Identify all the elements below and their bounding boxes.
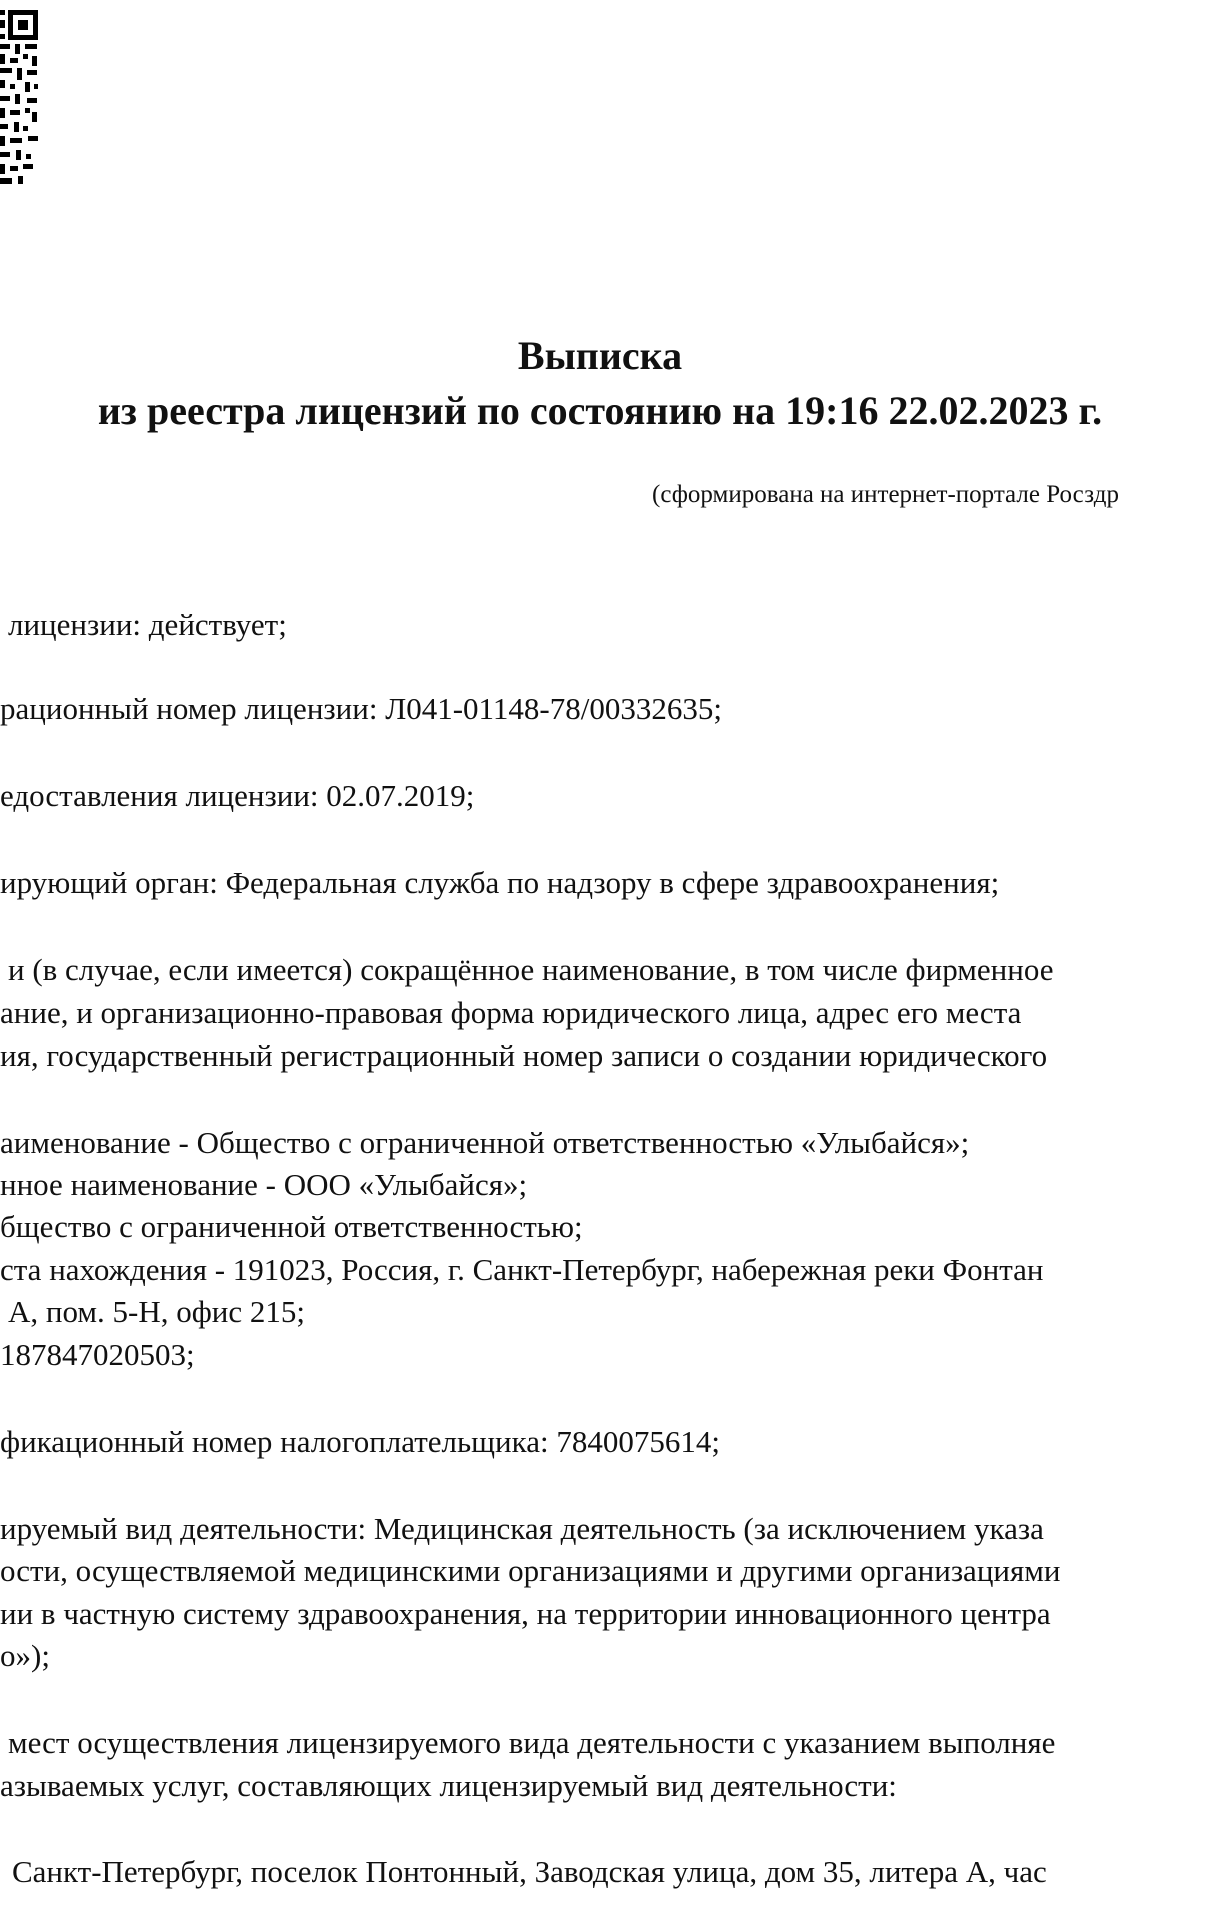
activity-line-1: ируемый вид деятельности: Медицинская деятельность (за исключением указа: [0, 1511, 1044, 1546]
places-line-1: мест осуществления лицензируемого вида деятельности с указанием выполняе: [8, 1725, 1056, 1760]
places-line-2: азываемых услуг, составляющих лицензируемый вид деятельности:: [0, 1768, 897, 1803]
full-name-line: аименование - Общество с ограниченной ответственностью «Улыбайся»;: [0, 1125, 970, 1160]
license-status-line: лицензии: действует;: [8, 607, 287, 642]
inn-line: фикационный номер налогоплательщика: 7840075614;: [0, 1424, 720, 1459]
license-number-line: рационный номер лицензии: Л041-01148-78/00332635;: [0, 691, 722, 726]
document-title: Выписка: [517, 333, 683, 378]
legal-form-line: бщество с ограниченной ответственностью;: [0, 1209, 583, 1244]
company-info-line-2: ание, и организационно-правовая форма юридического лица, адрес его места: [0, 995, 1022, 1030]
activity-line-3: ии в частную систему здравоохранения, на территории инновационного центра: [0, 1596, 1051, 1631]
short-name-line: нное наименование - ООО «Улыбайся»;: [0, 1167, 528, 1202]
company-info-line-1: и (в случае, если имеется) сокращённое наименование, в том числе фирменное: [8, 952, 1054, 987]
qr-code-icon: [0, 8, 44, 188]
document-subtitle: из реестра лицензий по состоянию на 19:16 22.02.2023 г.: [97, 388, 1103, 433]
generation-note: (сформирована на интернет-портале Росздр: [652, 481, 1119, 508]
company-info-line-3: ия, государственный регистрационный номер записи о создании юридического: [0, 1038, 1048, 1073]
license-date-line: едоставления лицензии: 02.07.2019;: [0, 778, 475, 813]
activity-line-2: ости, осуществляемой медицинскими организациями и другими организациями: [0, 1553, 1061, 1588]
address-line-2: А, пом. 5-Н, офис 215;: [8, 1294, 306, 1329]
ogrn-line: 187847020503;: [0, 1337, 195, 1372]
activity-line-4: о»);: [0, 1638, 50, 1673]
place-address-line: Санкт-Петербург, поселок Понтонный, Заводская улица, дом 35, литера А, час: [12, 1854, 1047, 1889]
address-line-1: ста нахождения - 191023, Россия, г. Санкт-Петербург, набережная реки Фонтан: [0, 1252, 1044, 1287]
licensing-authority-line: ирующий орган: Федеральная служба по надзору в сфере здравоохранения;: [0, 865, 1000, 900]
